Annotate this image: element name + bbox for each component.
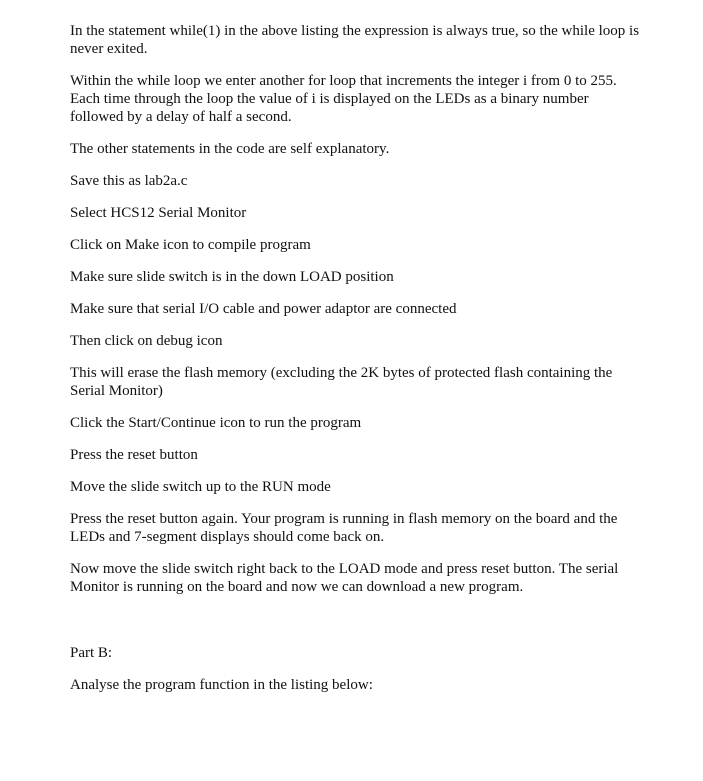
- part-b-intro: Analyse the program function in the listing below:: [70, 677, 373, 693]
- step-load-mode: Now move the slide switch right back to the LOAD mode and press reset button. The serial Monitor is running on the board and now we can download a new program.: [70, 561, 619, 595]
- step-load-position: Make sure slide switch is in the down LOAD position: [70, 269, 394, 285]
- section-spacer: [70, 610, 645, 644]
- step-start-continue: Click the Start/Continue icon to run the program: [70, 415, 362, 431]
- step-erase-flash: This will erase the flash memory (excluding the 2K bytes of protected flash containing the Serial Monitor): [70, 365, 613, 399]
- paragraph-for-loop: Within the while loop we enter another for loop that increments the integer i from 0 to 255. Each time through the loop the value of i is displayed on the LEDs as a binary number followed by a delay of half a second.: [70, 73, 617, 125]
- step-make-icon: Click on Make icon to compile program: [70, 237, 311, 253]
- step-cable-connected: Make sure that serial I/O cable and power adaptor are connected: [70, 301, 457, 317]
- paragraph-other-statements: The other statements in the code are self explanatory.: [70, 141, 390, 157]
- part-b-heading: Part B:: [70, 645, 113, 661]
- step-select-monitor: Select HCS12 Serial Monitor: [70, 205, 247, 221]
- document-body: [70, 22, 645, 708]
- step-debug-icon: Then click on debug icon: [70, 333, 223, 349]
- step-run-mode: Move the slide switch up to the RUN mode: [70, 479, 331, 495]
- step-press-reset: Press the reset button: [70, 447, 198, 463]
- step-save-file: Save this as lab2a.c: [70, 173, 188, 189]
- paragraph-while-loop: In the statement while(1) in the above listing the expression is always true, so the while loop is never exited.: [70, 23, 640, 57]
- step-reset-again: Press the reset button again. Your program is running in flash memory on the board and the LEDs and 7-segment displays should come back on.: [70, 511, 618, 545]
